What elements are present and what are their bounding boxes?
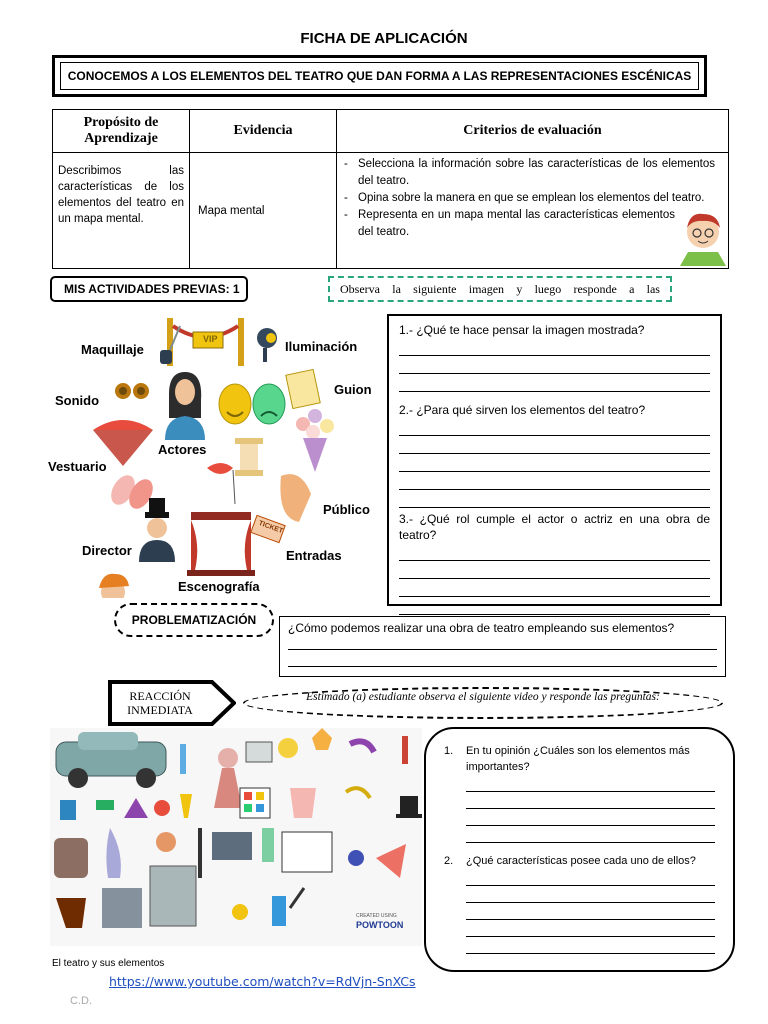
- label-sonido: Sonido: [55, 393, 100, 408]
- label-director: Director: [82, 543, 132, 558]
- observe-word: siguiente: [413, 281, 457, 296]
- answer-line[interactable]: [399, 338, 710, 356]
- powtoon-created-using: CREATED USING: [356, 913, 397, 919]
- video-link[interactable]: https://www.youtube.com/watch?v=RdVjn-SnXCs: [109, 974, 416, 989]
- observe-word: luego: [534, 281, 562, 296]
- answer-line[interactable]: [288, 650, 717, 667]
- banner-text: CONOCEMOS A LOS ELEMENTOS DEL TEATRO QUE DAN FORMA A LAS REPRESENTACIONES ESCÉNICAS: [67, 69, 692, 83]
- col-criterios: Criterios de evaluación: [337, 110, 729, 153]
- label-escenografia: Escenografía: [178, 579, 260, 594]
- observe-word: imagen: [468, 281, 505, 296]
- answer-line[interactable]: [399, 454, 710, 472]
- answer-line[interactable]: [399, 597, 710, 615]
- answer-line[interactable]: [466, 886, 715, 903]
- reaccion-questions-box: [424, 727, 735, 972]
- footer-cd: C.D.: [70, 995, 92, 1007]
- page-title: FICHA DE APLICACIÓN: [300, 30, 468, 47]
- observe-word: responde: [573, 281, 617, 296]
- label-guion: Guion: [334, 382, 372, 397]
- answer-line[interactable]: [466, 903, 715, 920]
- observe-word: y: [516, 281, 523, 296]
- answer-line[interactable]: [288, 635, 717, 650]
- label-actores: Actores: [158, 442, 207, 457]
- observe-instruction: [328, 276, 672, 302]
- reaccion-question-2: [444, 853, 715, 869]
- teacher-avatar: [676, 208, 730, 268]
- observe-word: las: [646, 281, 660, 296]
- questions-box: [387, 314, 722, 606]
- answer-line[interactable]: [399, 561, 710, 579]
- answer-line[interactable]: [399, 436, 710, 454]
- vip-sign: VIP: [203, 334, 218, 344]
- label-vestuario: Vestuario: [48, 459, 107, 474]
- reaccion-question-1: [444, 743, 715, 775]
- problematizacion-label: PROBLEMATIZACIÓN: [114, 603, 274, 637]
- observe-word: a: [629, 281, 635, 296]
- answer-line[interactable]: [399, 374, 710, 392]
- question-number: 2.: [444, 855, 454, 867]
- answer-lines: [466, 869, 715, 954]
- answer-line[interactable]: [399, 490, 710, 508]
- criteria-table: [52, 109, 729, 269]
- answer-line[interactable]: [466, 869, 715, 886]
- video-thumbnail[interactable]: [50, 728, 422, 946]
- question-3: 3.- ¿Qué rol cumple el actor o actriz en una obra de teatro?: [399, 512, 710, 542]
- problematizacion-question: ¿Cómo podemos realizar una obra de teatro empleando sus elementos?: [288, 621, 675, 635]
- video-caption: El teatro y sus elementos: [52, 958, 165, 969]
- observe-word: Observa: [340, 281, 380, 296]
- label-publico: Público: [323, 502, 370, 517]
- answer-line[interactable]: [399, 472, 710, 490]
- topic-banner: [52, 55, 707, 97]
- answer-line[interactable]: [466, 809, 715, 826]
- criterio-item: - Selecciona la información sobre las características de los elementos del teatro.: [344, 156, 715, 190]
- answer-line[interactable]: [466, 775, 715, 792]
- question-2: 2.- ¿Para qué sirven los elementos del teatro?: [399, 403, 646, 417]
- criterios-cell: [337, 153, 729, 269]
- answer-lines: [466, 775, 715, 843]
- question-number: 1.: [444, 745, 454, 757]
- problematizacion-box: [279, 616, 726, 677]
- proposito-cell: Describimos las características de los elementos del teatro en un mapa mental.: [53, 153, 190, 269]
- label-entradas: Entradas: [286, 548, 342, 563]
- powtoon-logo: POWTOON: [356, 920, 404, 930]
- label-iluminacion: Iluminación: [285, 339, 358, 354]
- evidencia-cell: Mapa mental: [190, 153, 337, 269]
- answer-line[interactable]: [466, 937, 715, 954]
- answer-line[interactable]: [466, 792, 715, 809]
- criterios-list: [338, 154, 727, 243]
- reaccion-label: REACCIÓN INMEDIATA: [127, 689, 193, 717]
- criterio-item: - Opina sobre la manera en que se emplean los elementos del teatro.: [344, 190, 715, 207]
- observe-word: la: [392, 281, 401, 296]
- answer-line[interactable]: [399, 418, 710, 436]
- answer-line[interactable]: [399, 356, 710, 374]
- answer-line[interactable]: [466, 920, 715, 937]
- question-text: En tu opinión ¿Cuáles son los elementos más importantes?: [466, 745, 690, 773]
- question-1: 1.- ¿Qué te hace pensar la imagen mostrada?: [399, 323, 645, 337]
- theatre-elements-map: [45, 308, 380, 598]
- answer-line[interactable]: [466, 826, 715, 843]
- col-evidencia: Evidencia: [190, 110, 337, 153]
- ticket-text: TICKET: [257, 519, 284, 536]
- label-maquillaje: Maquillaje: [81, 342, 144, 357]
- question-text: ¿Qué características posee cada uno de ellos?: [466, 855, 696, 867]
- reaccion-instruction: Estimado (a) estudiante observa el siguiente video y responde las preguntas:: [243, 687, 723, 719]
- answer-line[interactable]: [399, 579, 710, 597]
- previas-label: MIS ACTIVIDADES PREVIAS: 1: [50, 276, 248, 302]
- criterio-item: - Representa en un mapa mental las características elementos del teatro.: [344, 207, 715, 241]
- col-proposito: Propósito de Aprendizaje: [53, 110, 190, 153]
- answer-line[interactable]: [399, 543, 710, 561]
